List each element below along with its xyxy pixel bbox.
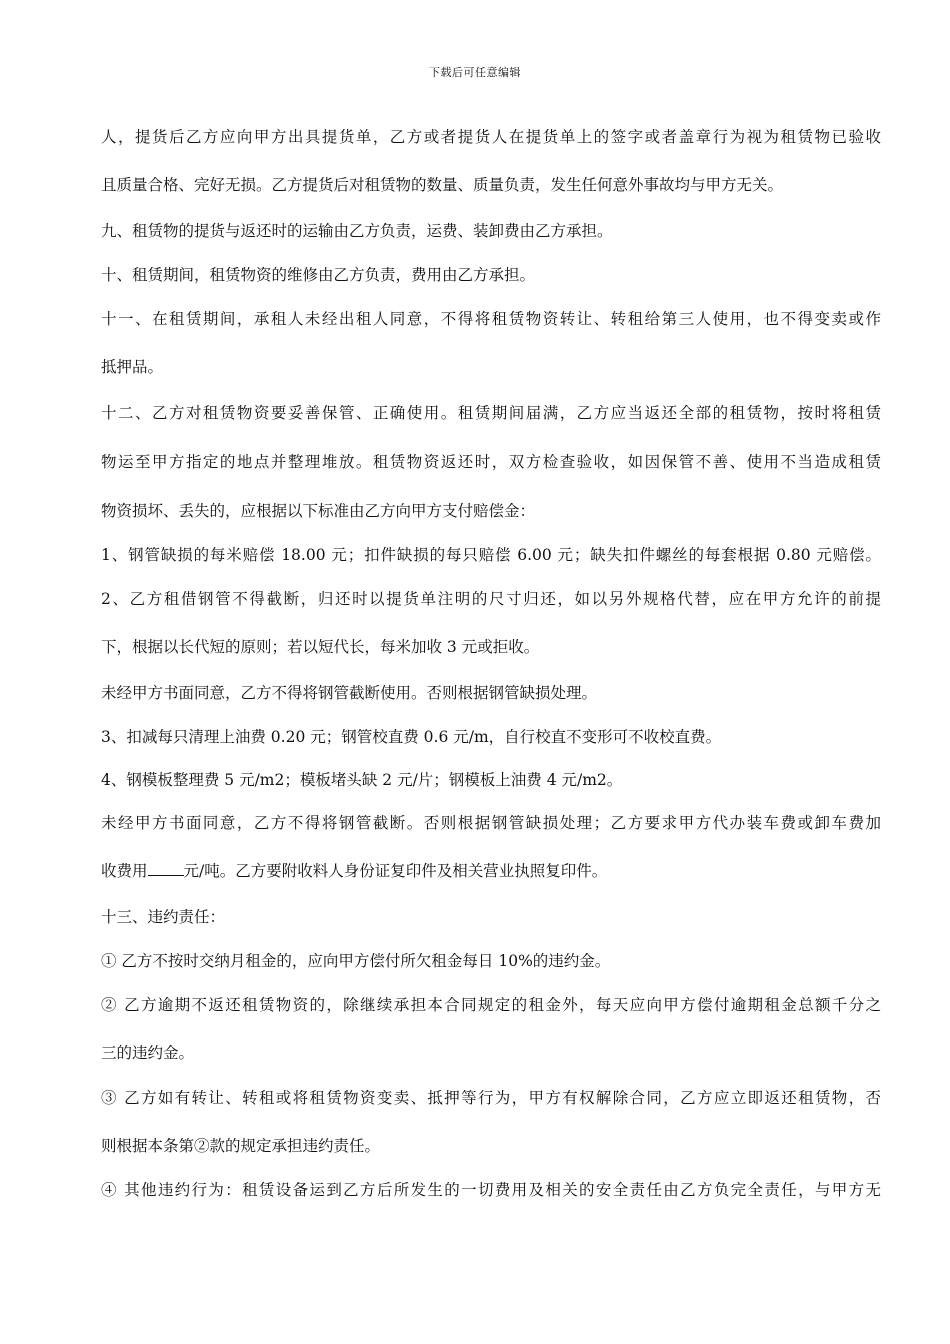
fee-line-tail: 元/吨。乙方要附收料人身份证复印件及相关营业执照复印件。: [183, 862, 608, 880]
paragraph-line: 下，根据以长代短的原则；若以短代长，每米加收 3 元或拒收。: [101, 638, 540, 656]
paragraph-line: 物资损坏、丢失的，应根据以下标准由乙方向甲方支付赔偿金：: [101, 502, 536, 520]
clause-9: 九、租赁物的提货与返还时的运输由乙方负责，运费、装卸费由乙方承担。: [101, 222, 613, 240]
fee-blank: [148, 861, 184, 876]
paragraph-line: 三的违约金。: [101, 1044, 195, 1062]
paragraph-line: 未经甲方书面同意，乙方不得将钢管截断使用。否则根据钢管缺损处理。: [101, 684, 598, 702]
item-3: 3、扣减每只清理上油费 0.20 元；钢管校直费 0.6 元/m，自行校直不变形可不收校直费。: [101, 728, 722, 746]
paragraph-line: 人，提货后乙方应向甲方出具提货单，乙方或者提货人在提货单上的签字或者盖章行为视为租赁物已验收: [101, 128, 881, 146]
clause-12: 十二、乙方对租赁物资要妥善保管、正确使用。租赁期间届满，乙方应当返还全部的租赁物，按时将租赁: [101, 404, 881, 422]
item-4: 4、钢模板整理费 5 元/m2；模板堵头缺 2 元/片；钢模板上油费 4 元/m2。: [101, 771, 623, 789]
clause-13: 十三、违约责任：: [101, 908, 226, 926]
fee-line: [101, 860, 881, 882]
breach-item-3: ③ 乙方如有转让、转租或将租赁物资变卖、抵押等行为，甲方有权解除合同，乙方应立即返还租赁物，否: [101, 1089, 881, 1107]
item-2: 2、乙方租借钢管不得截断，归还时以提货单注明的尺寸归还，如以另外规格代替，应在甲方允许的前提: [101, 590, 881, 608]
paragraph-line: 则根据本条第②款的规定承担违约责任。: [101, 1137, 381, 1155]
paragraph-line: 物运至甲方指定的地点并整理堆放。租赁物资返还时，双方检查验收，如因保管不善、使用不当造成租赁: [101, 453, 881, 471]
clause-10: 十、租赁期间，租赁物资的维修由乙方负责，费用由乙方承担。: [101, 266, 536, 284]
fee-label: 收费用: [101, 862, 148, 880]
breach-item-2: ② 乙方逾期不返还租赁物资的，除继续承担本合同规定的租金外，每天应向甲方偿付逾期租金总额千分之: [101, 996, 881, 1014]
item-1: 1、钢管缺损的每米赔偿 18.00 元；扣件缺损的每只赔偿 6.00 元；缺失扣件螺丝的每套根据 0.80 元赔偿。: [101, 546, 881, 564]
breach-item-1: ① 乙方不按时交纳月租金的，应向甲方偿付所欠租金每日 10%的违约金。: [101, 952, 611, 970]
paragraph-line: 抵押品。: [101, 358, 164, 376]
clause-11: 十一、在租赁期间，承租人未经出租人同意，不得将租赁物资转让、转租给第三人使用，也不得变卖或作: [101, 310, 881, 328]
breach-item-4: ④ 其他违约行为：租赁设备运到乙方后所发生的一切费用及相关的安全责任由乙方负完全责任，与甲方无: [101, 1181, 881, 1199]
paragraph-line: 且质量合格、完好无损。乙方提货后对租赁物的数量、质量负责，发生任何意外事故均与甲方无关。: [101, 176, 784, 194]
page-header: 下载后可任意编辑: [429, 66, 521, 79]
paragraph-line: 未经甲方书面同意，乙方不得将钢管截断。否则根据钢管缺损处理；乙方要求甲方代办装车费或卸车费加: [101, 814, 881, 832]
